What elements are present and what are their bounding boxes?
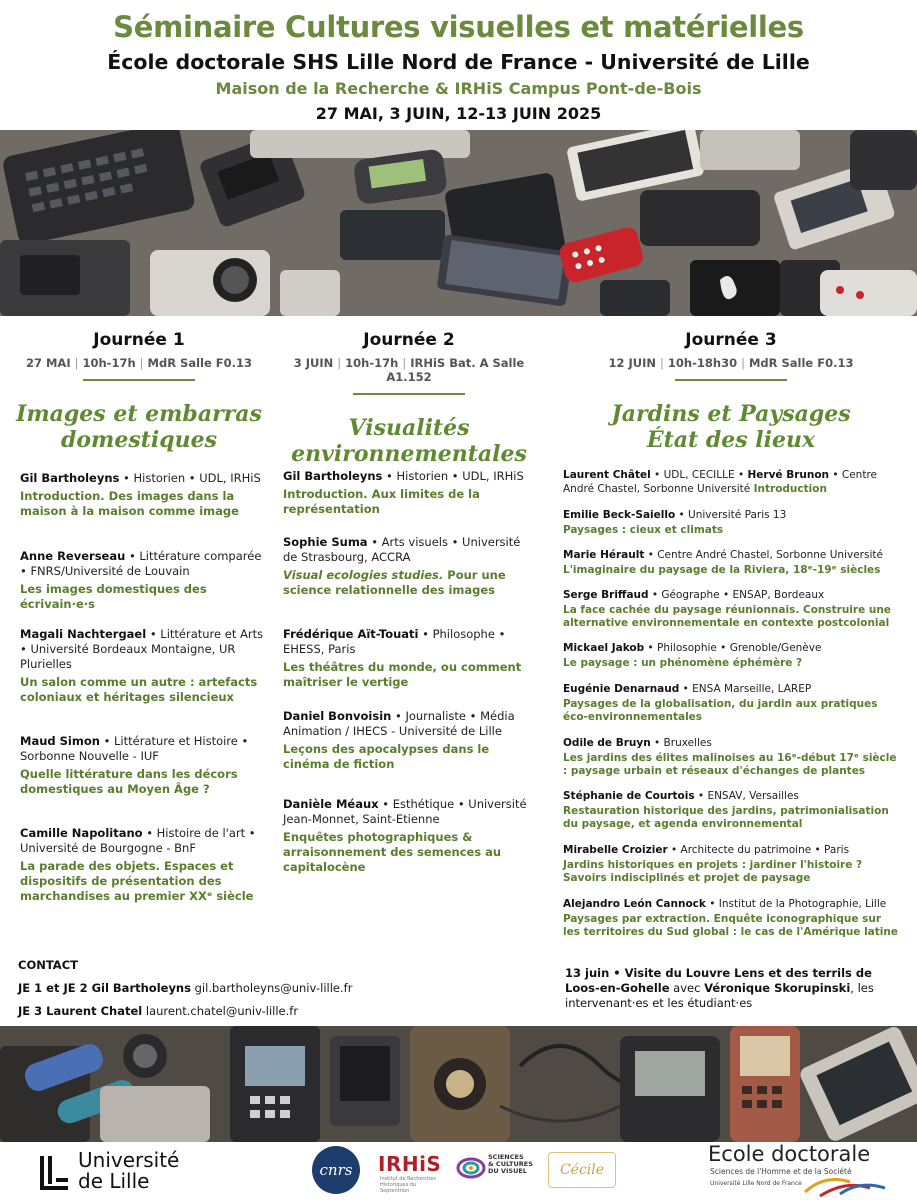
talk-speaker: Emilie Beck-Saiello — [563, 509, 676, 521]
talk-affiliation: • Littérature comparée • FNRS/Université de Louvain — [20, 549, 262, 578]
talk-speaker: Sophie Suma — [283, 535, 368, 549]
talk-affiliation: • Centre André Chastel, Sorbonne Université — [644, 549, 883, 561]
day-3-room: MdR Salle F0.13 — [748, 356, 854, 370]
talk — [20, 549, 265, 612]
day-2-meta: 3 JUIN | 10h-17h | IRHiS Bat. A Salle A1.152 — [293, 356, 525, 384]
talk-affiliation: • Littérature et Arts • Université Bordeaux Montaigne, UR Plurielles — [20, 627, 264, 671]
contact-1-who: JE 1 et JE 2 Gil Bartholeyns — [18, 981, 191, 995]
talk — [20, 627, 265, 705]
talk-affiliation: • Journaliste • Média Animation / IHECS - Université de Lille — [283, 709, 515, 738]
day-3-date: 12 JUIN — [608, 356, 657, 370]
talk-speaker: Laurent Châtel — [563, 469, 651, 481]
talk-speaker: Magali Nachtergael — [20, 627, 147, 641]
contact-2-who: JE 3 Laurent Chatel — [18, 1004, 143, 1018]
day-3-hours: 10h-18h30 — [667, 356, 738, 370]
talk-speaker: Maud Simon — [20, 734, 100, 748]
talk-speaker: Mirabelle Croizier — [563, 844, 668, 856]
day-2-room: IRHiS Bat. A Salle A1.152 — [386, 356, 525, 384]
visit-date: 13 juin • — [565, 966, 625, 980]
contact-line-2 — [18, 1004, 538, 1019]
dates: 27 MAI, 3 JUIN, 12-13 JUIN 2025 — [315, 104, 602, 123]
day-3-meta: 12 JUIN | 10h-18h30 | MdR Salle F0.13 — [608, 356, 854, 370]
talk-affiliation: • Littérature et Histoire • Sorbonne Nouvelle - IUF — [20, 734, 249, 763]
talk-affiliation: • Histoire de l'art • Université de Bourgogne - BnF — [20, 826, 256, 855]
talk — [283, 627, 538, 690]
talk — [563, 737, 898, 779]
talk-speaker: Camille Napolitano — [20, 826, 143, 840]
talk — [20, 471, 265, 519]
talk-speaker: Alejandro León Cannock — [563, 898, 706, 910]
contact-block — [18, 958, 538, 1019]
talk-affiliation: • Architecte du patrimoine • Paris — [667, 844, 850, 856]
talk — [283, 535, 538, 598]
talk-affiliation: • Esthétique • Université Jean-Monnet, Saint-Etienne — [283, 797, 527, 826]
talk-title: Jardins historiques en projets : jardiner l'histoire ? Savoirs indisciplinés et projet de paysage — [563, 858, 863, 884]
day-1-room: MdR Salle F0.13 — [147, 356, 253, 370]
talk — [563, 642, 898, 670]
talk-title: La parade des objets. Espaces et dispositifs de présentation des marchandises au premier XXᵉ siècle — [20, 859, 254, 903]
talk-speaker-2: Hervé Brunon — [747, 469, 830, 481]
talk-title — [283, 568, 538, 598]
talk — [563, 898, 898, 940]
talk-speaker: Odile de Bruyn — [563, 737, 651, 749]
talk — [563, 549, 898, 577]
talk-title: Restauration historique des jardins, patrimonialisation du paysage, et agenda environnemental — [563, 804, 889, 830]
universite-lille-logo — [78, 1150, 179, 1192]
day-3-theme — [556, 401, 906, 453]
ulille-line1: Université — [78, 1148, 180, 1172]
day-3-column — [556, 318, 906, 453]
day-1-theme — [0, 401, 278, 453]
day-2-theme-line1: Visualités — [348, 415, 470, 441]
talk-speaker: Stéphanie de Courtois — [563, 790, 695, 802]
talk-title: Les images domestiques des écrivain·e·s — [20, 582, 207, 611]
visit-rest: , les intervenant·es et les étudiant·es — [565, 981, 874, 1010]
day-1-column — [0, 318, 278, 453]
ecole-doctorale-subtitle: Sciences de l'Homme et de la Société — [710, 1167, 852, 1176]
visit-with: avec — [669, 981, 705, 995]
talk-speaker: Gil Bartholeyns — [20, 471, 120, 485]
day-3-title: Journée 3 — [685, 330, 777, 350]
gadgets-illustration — [0, 1026, 917, 1142]
day-1-theme-line2: domestiques — [61, 427, 217, 453]
talk-affiliation: • Historien • UDL, IRHiS — [119, 471, 261, 485]
talk-affiliation: • UDL, CECILLE • — [650, 469, 748, 481]
footer-logos — [0, 1142, 917, 1200]
talk-affiliation: • Historien • UDL, IRHiS — [382, 469, 524, 483]
irhis-subtitle: Institut de Recherches Historiques du Septentrion — [380, 1176, 436, 1194]
talk-affiliation-2: • Centre André Chastel, Sorbonne Université — [563, 469, 877, 495]
talk — [563, 683, 898, 725]
talk-speaker: Anne Reverseau — [20, 549, 126, 563]
talk-affiliation: • Université Paris 13 — [675, 509, 787, 521]
scv-line2: & CULTURES — [488, 1160, 533, 1168]
scv-logo-text — [488, 1154, 533, 1175]
talk-speaker: Mickael Jakob — [563, 642, 645, 654]
talk-title: Les théâtres du monde, ou comment maîtriser le vertige — [283, 660, 522, 689]
day-2-hours: 10h-17h — [345, 356, 399, 370]
visit-guide: Véronique Skorupinski — [704, 981, 851, 995]
day-3-theme-line1: Jardins et Paysages — [611, 401, 851, 427]
talk-title-rest: Pour une science relationnelle des images — [283, 568, 506, 597]
talk-affiliation: • Géographe • ENSAP, Bordeaux — [648, 589, 825, 601]
day-2-column — [278, 318, 540, 467]
day-2-theme — [278, 415, 540, 467]
talk-speaker: Marie Hérault — [563, 549, 645, 561]
talk-affiliation: • Philosophie • Grenoble/Genève — [644, 642, 822, 654]
day-1-theme-line1: Images et embarras — [16, 401, 262, 427]
talk — [563, 790, 898, 832]
talk — [563, 509, 898, 537]
talk-speaker: Daniel Bonvoisin — [283, 709, 392, 723]
ecole-doctorale-swish — [800, 1172, 890, 1198]
talk-title: Paysages de la globalisation, du jardin aux pratiques éco-environnementales — [563, 697, 878, 723]
talk-speaker: Serge Briffaud — [563, 589, 649, 601]
contact-1-email[interactable]: gil.bartholeyns@univ-lille.fr — [190, 981, 353, 995]
day-2-date: 3 JUIN — [293, 356, 334, 370]
talk-affiliation: • ENSAV, Versailles — [694, 790, 799, 802]
day-3-theme-line2: État des lieux — [646, 427, 816, 453]
talk-title: Quelle littérature dans les décors domestiques au Moyen Âge ? — [20, 767, 238, 796]
talk — [20, 734, 265, 797]
talk-title: Introduction. Aux limites de la représentation — [283, 487, 480, 516]
irhis-logo: IRHiS — [378, 1152, 442, 1176]
contact-line-1 — [18, 981, 538, 996]
scv-line3: DU VISUEL — [488, 1167, 527, 1175]
day-2-theme-line2: environnementales — [291, 441, 527, 467]
cecile-logo: Cécile — [548, 1152, 616, 1188]
visit-text: Visite du Louvre Lens et des terrils de Loos-en-Gohelle — [565, 966, 872, 995]
talk-speaker: Eugénie Denarnaud — [563, 683, 680, 695]
talk — [283, 709, 538, 772]
header — [0, 0, 917, 130]
phones-photo-bottom — [0, 1026, 917, 1142]
day-2-title: Journée 2 — [363, 330, 455, 350]
contact-heading: CONTACT — [18, 958, 78, 972]
day-3-divider — [675, 379, 787, 381]
scv-line1: SCIENCES — [488, 1153, 524, 1161]
talk-speaker: Gil Bartholeyns — [283, 469, 383, 483]
visit-note — [565, 966, 895, 1011]
talk-title: Paysages : cieux et climats — [563, 523, 724, 536]
contact-2-email[interactable]: laurent.chatel@univ-lille.fr — [142, 1004, 299, 1018]
ecole-doctorale-subtitle-2: Université Lille Nord de France — [710, 1180, 802, 1187]
day-1-divider — [83, 379, 195, 381]
talk-affiliation: • Bruxelles — [650, 737, 712, 749]
cnrs-logo: cnrs — [312, 1146, 360, 1194]
day-1-meta: 27 MAI | 10h-17h | MdR Salle F0.13 — [25, 356, 253, 370]
talk — [283, 797, 538, 875]
talk — [563, 589, 898, 631]
talk-affiliation: • Institut de la Photographie, Lille — [705, 898, 887, 910]
talk — [20, 826, 265, 904]
talk-title: Introduction — [753, 482, 827, 495]
day-1-hours: 10h-17h — [82, 356, 136, 370]
talk-affiliation: • Arts visuels • Université de Strasbourg, ACCRA — [283, 535, 521, 564]
talk-affiliation: • ENSA Marseille, LAREP — [679, 683, 812, 695]
universite-lille-mark — [38, 1154, 70, 1192]
talk-title: L'imaginaire du paysage de la Riviera, 18ᵉ-19ᵉ siècles — [563, 563, 881, 576]
talk-title-italic: Visual ecologies studies. — [283, 568, 444, 582]
talk-affiliation: • Philosophe • EHESS, Paris — [283, 627, 506, 656]
phones-photo-top — [0, 130, 917, 316]
school-name: École doctorale SHS Lille Nord de France - Université de Lille — [107, 50, 810, 74]
talk-title: Introduction. Des images dans la maison à la maison comme image — [20, 489, 239, 518]
talk-title: Un salon comme un autre : artefacts coloniaux et héritages silencieux — [20, 675, 258, 704]
talk-speaker: Danièle Méaux — [283, 797, 379, 811]
day-2-divider — [353, 393, 465, 395]
talk-title: Leçons des apocalypses dans le cinéma de fiction — [283, 742, 490, 771]
day-1-date: 27 MAI — [25, 356, 71, 370]
talk-title: Enquêtes photographiques & arraisonnement des semences au capitalocène — [283, 830, 502, 874]
seminar-title: Séminaire Cultures visuelles et matérielles — [113, 10, 804, 44]
talk-title: Les jardins des élites malinoises au 16ᵉ-début 17ᵉ siècle : paysage urbain et réseaux d'échanges de plantes — [563, 751, 897, 777]
talk-title: La face cachée du paysage réunionnais. Construire une alternative environnementale en contexte postcolonial — [563, 603, 891, 629]
venue: Maison de la Recherche & IRHiS Campus Pont-de-Bois — [215, 79, 702, 98]
talk-speaker: Frédérique Aït-Touati — [283, 627, 419, 641]
ecole-doctorale-logo: Ecole doctorale — [708, 1142, 871, 1166]
talk — [283, 469, 538, 517]
day-1-title: Journée 1 — [93, 330, 185, 350]
phones-illustration — [0, 130, 917, 316]
talk — [563, 844, 898, 886]
scv-logo-mark — [456, 1156, 486, 1180]
talk — [563, 469, 898, 496]
talk-title: Le paysage : un phénomène éphémère ? — [563, 656, 803, 669]
talk-title: Paysages par extraction. Enquête iconographique sur les territoires du Sud global : le cas de l'Amérique latine — [563, 912, 898, 938]
ulille-line2: de Lille — [78, 1169, 150, 1193]
